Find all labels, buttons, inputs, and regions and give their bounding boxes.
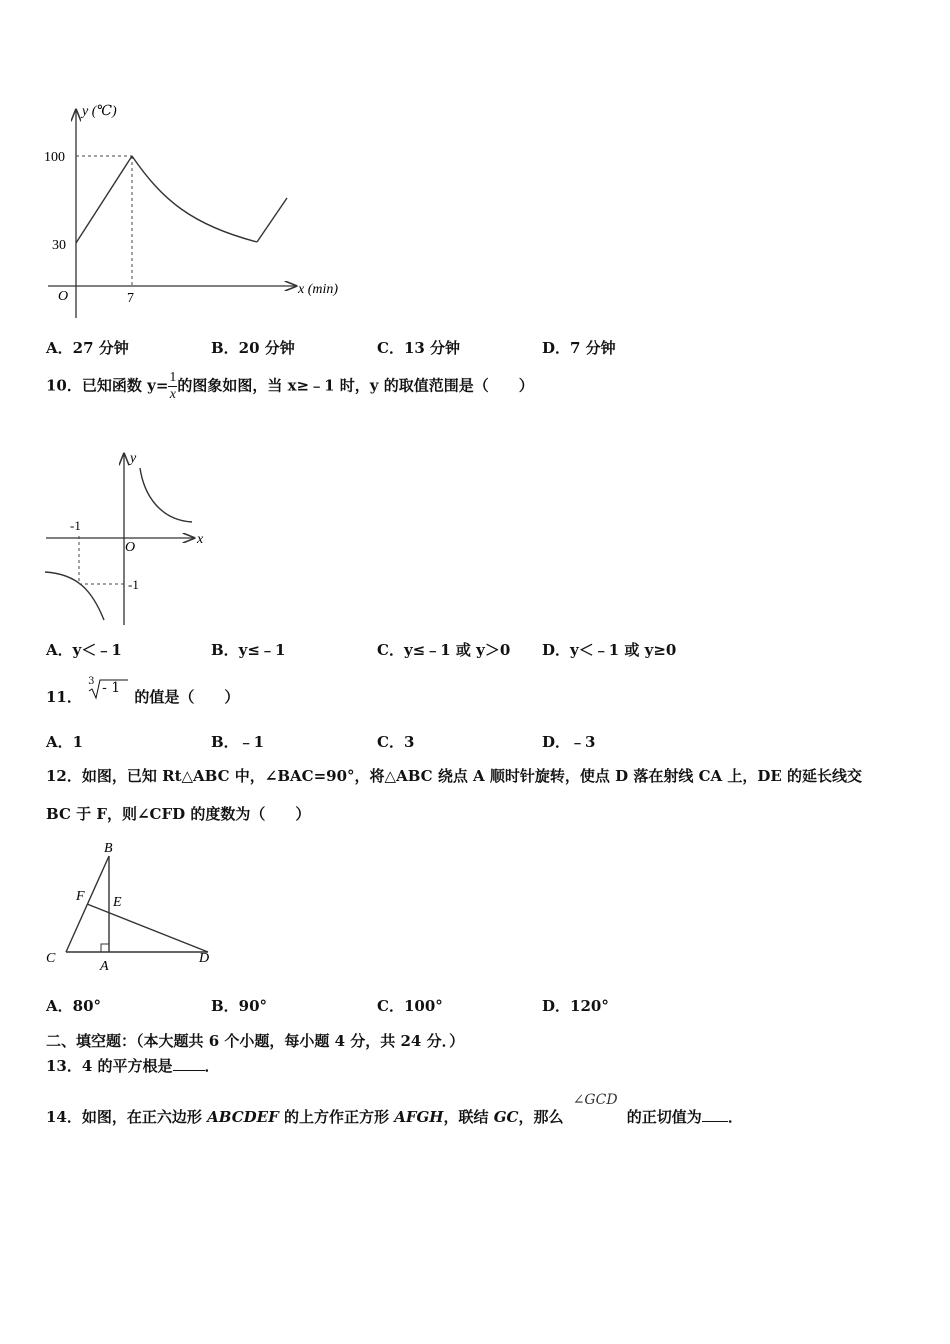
q12-right-angle-mark (101, 944, 109, 952)
q10-branch-negative (45, 572, 104, 620)
q9-option-a: A．27 分钟 (46, 339, 129, 357)
q11-option-d: D．﹣3 (542, 733, 596, 751)
q14-text-after: 的正切值为 (626, 1108, 702, 1126)
q14-text-before: 14．如图，在正六边形 (46, 1108, 208, 1126)
q9-option-d: D．7 分钟 (542, 339, 616, 357)
q12-label-a: A (100, 959, 109, 974)
q14-square-name: AFGH (394, 1108, 444, 1126)
q11-option-a: A．1 (46, 733, 84, 751)
q10-text-after: 的图象如图，当 x≥﹣1 时，y 的取值范围是（ ） (177, 376, 534, 395)
q12-label-c: C (46, 951, 56, 966)
q9-option-b: B．20 分钟 (211, 339, 295, 357)
q9-x-axis-label: x (min) (298, 282, 339, 297)
q11-option-b: B．﹣1 (211, 733, 265, 751)
q13-text: 13．4 的平方根是 (46, 1057, 173, 1075)
q14-hexagon-name: ABCDEF (207, 1108, 279, 1126)
q12-triangle-figure (42, 838, 220, 976)
q12-stem-line1: 12．如图，已知 Rt△ABC 中，∠BAC=90°，将△ABC 绕点 A 顺时针旋转，使点 D 落在射线 CA 上，DE 的延长线交 (46, 767, 863, 785)
q12-stem-line2: BC 于 F，则∠CFD 的度数为（ ） (46, 805, 311, 823)
q14-angle: ∠GCD (572, 1092, 618, 1108)
q14-stem (46, 1092, 743, 1126)
q10-fraction-denominator: x (169, 387, 176, 402)
q11-radical-index: 3 (88, 676, 95, 687)
q10-option-a: A．y＜﹣1 (46, 641, 122, 659)
q10-stem (46, 370, 534, 403)
q13-end: ． (204, 1057, 220, 1075)
q10-text-before: 10．已知函数 y= (46, 376, 169, 395)
q10-hyperbola-graph (42, 450, 212, 628)
q12-segment-fd (87, 904, 208, 952)
q11-option-c: C．3 (377, 733, 415, 751)
q9-tick-100: 100 (44, 150, 65, 165)
q10-fraction-numerator: 1 (169, 370, 177, 385)
q12-label-f: F (76, 889, 85, 904)
q10-origin-label: O (125, 540, 136, 555)
q10-option-b: B．y≤﹣1 (211, 641, 286, 659)
q12-option-b: B．90° (211, 997, 268, 1015)
q10-y-label: y (130, 451, 137, 466)
q10-neg-one-x-label: -1 (70, 518, 81, 533)
q11-text-after: 的值是（ ） (134, 688, 240, 706)
q14-segment-name: GC (493, 1108, 519, 1126)
q10-option-d: D．y＜﹣1 或 y≥0 (542, 641, 677, 659)
q13-answer-blank (173, 1058, 205, 1071)
q14-text-mid3: ，那么 (518, 1108, 564, 1126)
q10-branch-positive (140, 468, 192, 522)
q12-label-e: E (113, 895, 122, 910)
q12-option-a: A．80° (46, 997, 102, 1015)
q9-option-c: C．13 分钟 (377, 339, 461, 357)
q9-cooling-curve (132, 156, 257, 242)
q10-option-c: C．y≤﹣1 或 y＞0 (377, 641, 511, 659)
q14-text-mid1: 的上方作正方形 (278, 1108, 395, 1126)
q9-reheat-segment (257, 198, 287, 242)
q14-end: ． (727, 1108, 743, 1126)
q9-temperature-graph (42, 100, 362, 322)
q13-stem (46, 1055, 220, 1076)
q10-x-label: x (197, 532, 204, 547)
q9-origin-label: O (58, 289, 69, 304)
q14-text-mid2: ，联结 (443, 1108, 494, 1126)
q11-stem (46, 676, 239, 710)
q11-radicand: - 1 (102, 680, 121, 696)
q12-label-b: B (104, 841, 113, 856)
q14-answer-blank (702, 1109, 728, 1122)
q9-tick-7: 7 (127, 291, 134, 306)
q11-cube-root (87, 676, 129, 704)
q12-label-d: D (199, 951, 210, 966)
q9-heating-segment (76, 156, 132, 243)
q12-option-d: D．120° (542, 997, 609, 1015)
q12-option-c: C．100° (377, 997, 443, 1015)
q9-tick-30: 30 (52, 238, 66, 253)
q10-neg-one-y-label: -1 (128, 577, 139, 592)
q9-y-axis-label: y (℃) (82, 104, 117, 119)
q11-number: 11． (46, 688, 82, 706)
section2-title: 二、填空题：（本大题共 6 个小题，每小题 4 分，共 24 分．） (46, 1032, 465, 1050)
